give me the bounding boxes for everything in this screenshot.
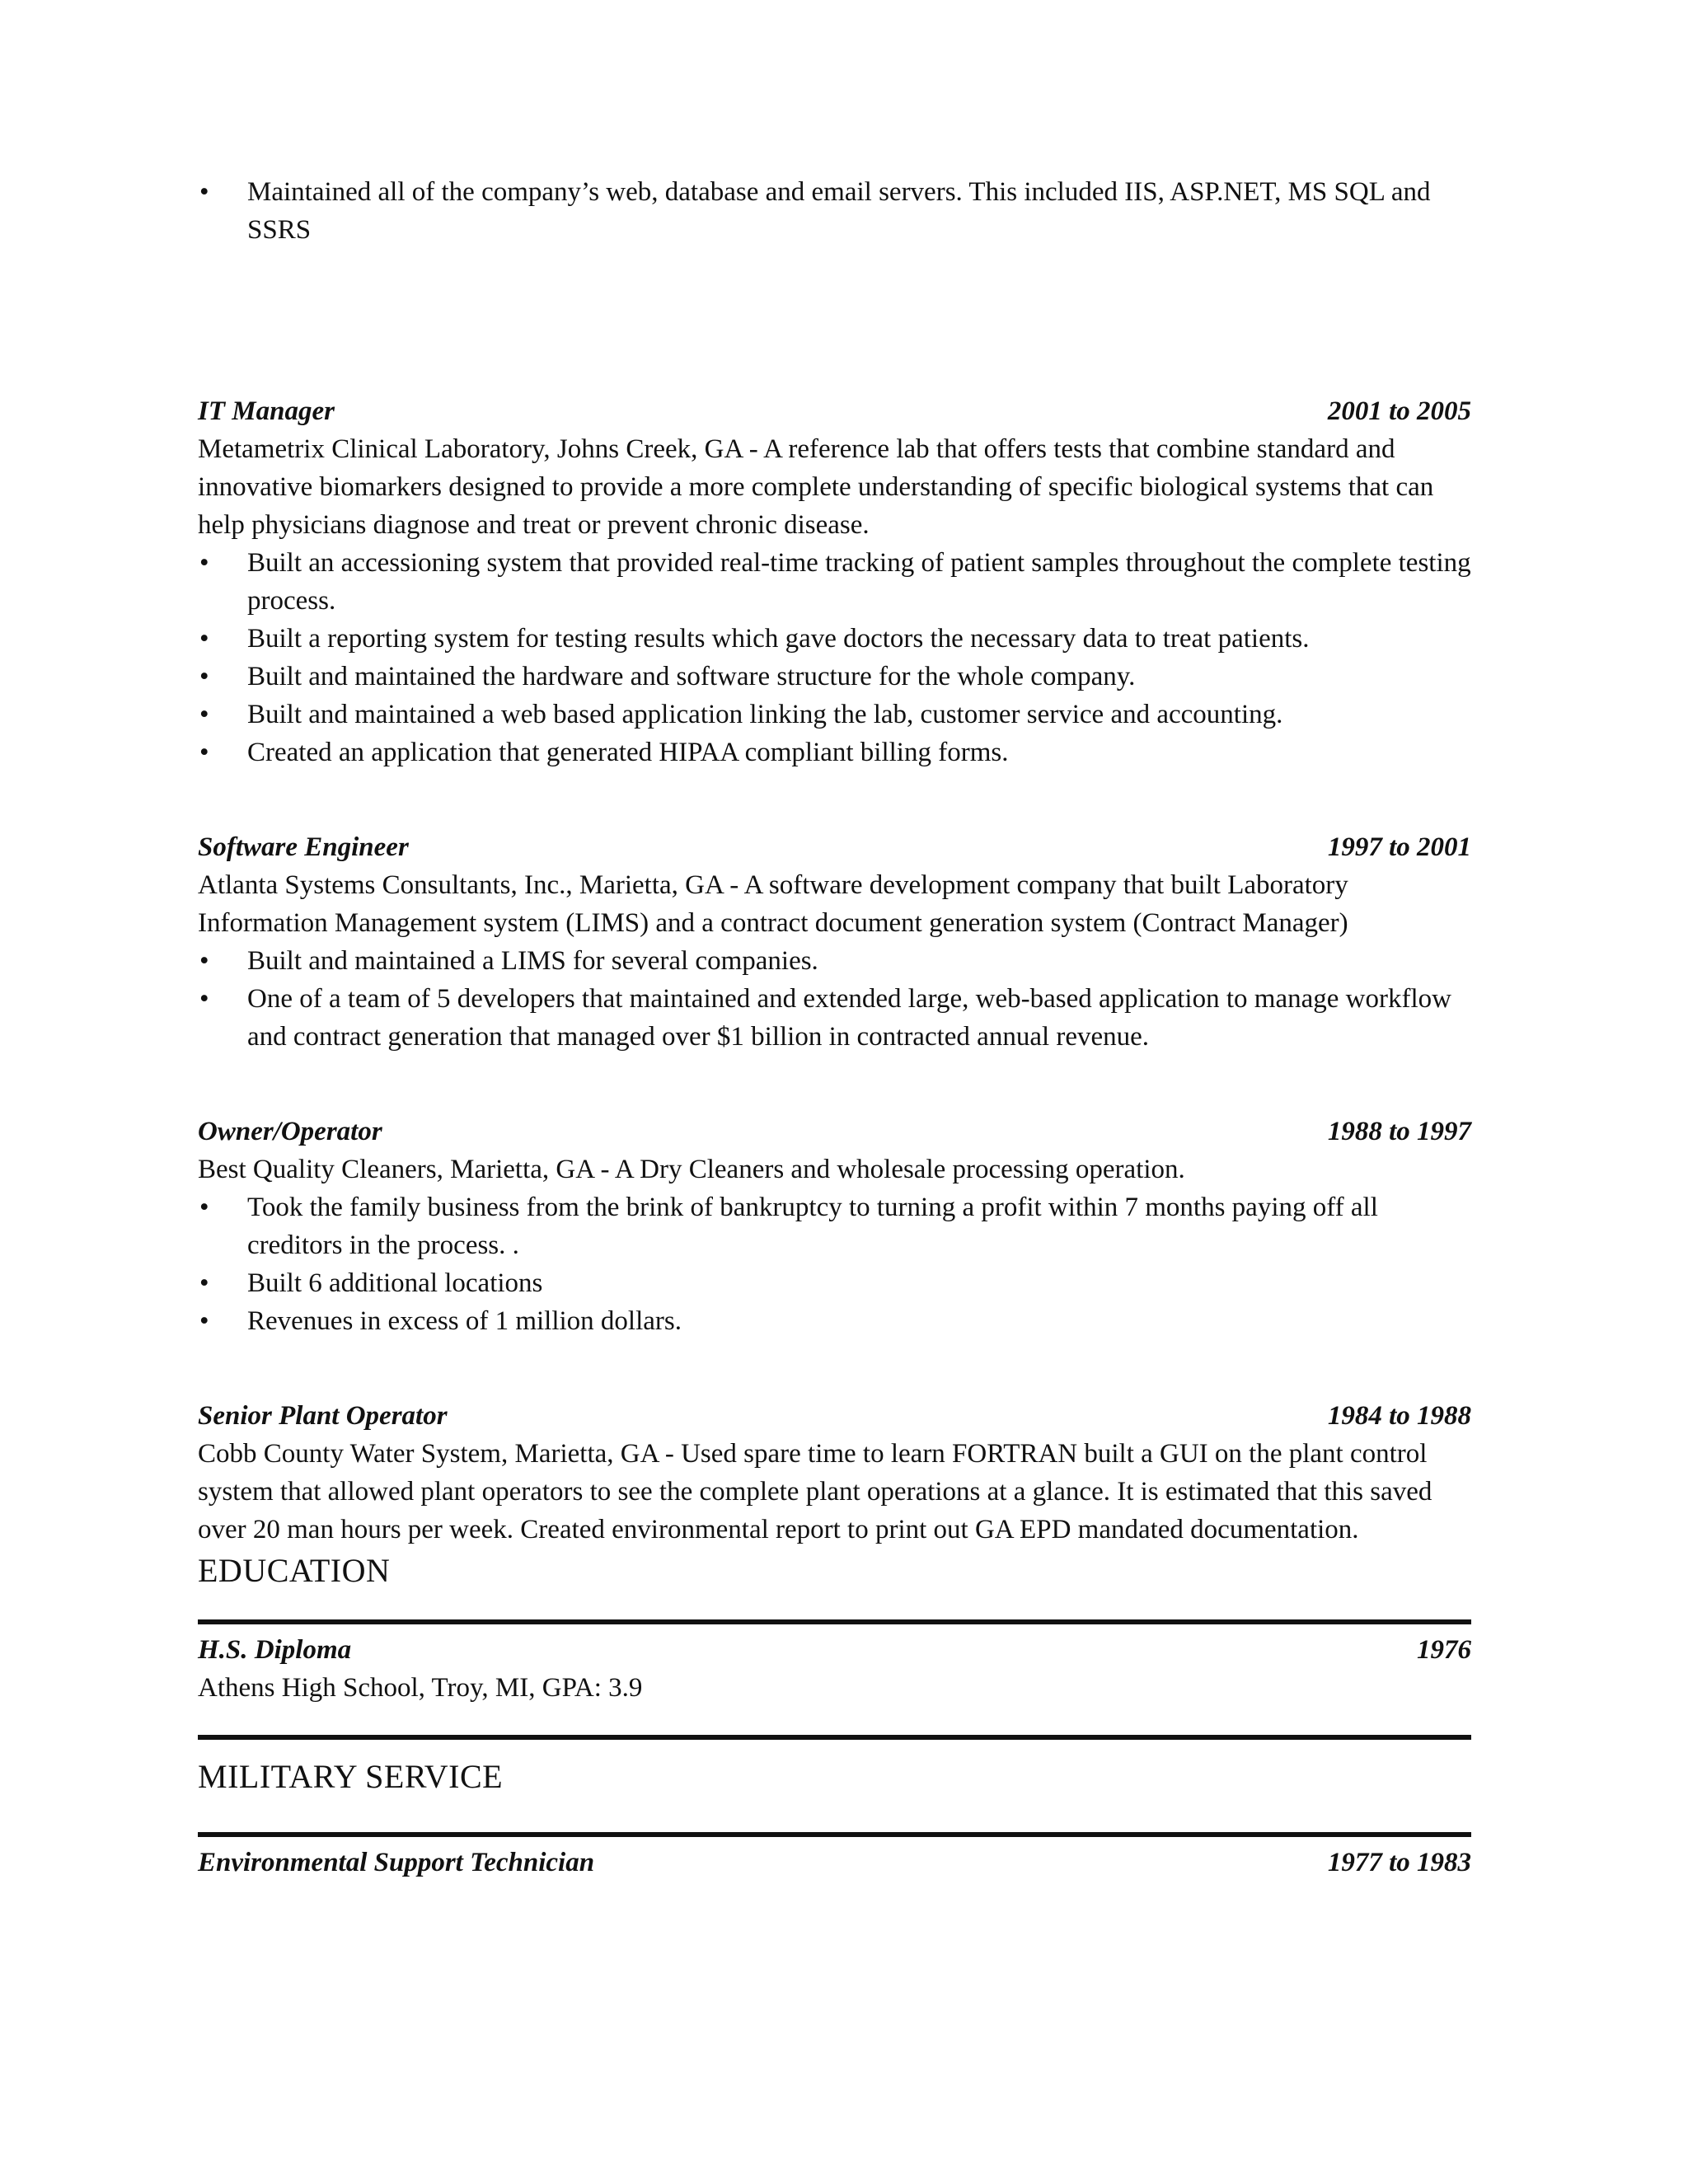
education-header — [198, 1631, 1471, 1669]
bullet-icon: • — [199, 624, 209, 654]
job-title: Owner/Operator — [198, 1117, 382, 1146]
section-heading: EDUCATION — [198, 1552, 391, 1589]
degree-year: 1976 — [1417, 1635, 1471, 1665]
bullet-text: Built 6 additional locations — [247, 1268, 543, 1298]
bullet-icon: • — [199, 177, 209, 207]
resume-page — [198, 173, 1471, 1882]
bullet-icon: • — [199, 1193, 209, 1222]
section-divider — [198, 1735, 1471, 1740]
bullet-icon: • — [199, 662, 209, 691]
job-dates: 1988 to 1997 — [1327, 1117, 1471, 1146]
bullet-text: Took the family business from the brink of bankruptcy to turning a profit within 7 months paying off all creditors in the process. . — [247, 1193, 1378, 1260]
job-bullet-list — [198, 942, 1471, 1056]
job-title: Senior Plant Operator — [198, 1401, 448, 1431]
list-item — [198, 1264, 1471, 1302]
list-item — [198, 942, 1471, 980]
bullet-icon: • — [199, 1306, 209, 1336]
job-header — [198, 1397, 1471, 1435]
bullet-icon: • — [199, 548, 209, 578]
bullet-icon: • — [199, 984, 209, 1014]
bullet-text: Created an application that generated HIPAA compliant billing forms. — [247, 738, 1009, 767]
section-divider — [198, 1832, 1471, 1837]
job-title: IT Manager — [198, 396, 335, 426]
list-item — [198, 980, 1471, 1056]
job-bullet-list — [198, 544, 1471, 771]
job-description: Best Quality Cleaners, Marietta, GA - A Dry Cleaners and wholesale processing operation. — [198, 1155, 1185, 1184]
job-bullet-list — [198, 1188, 1471, 1340]
military-title: Environmental Support Technician — [198, 1848, 595, 1877]
job-dates: 1997 to 2001 — [1327, 832, 1471, 862]
military-section — [198, 1756, 1471, 1882]
section-heading: MILITARY SERVICE — [198, 1758, 504, 1795]
bullet-text: Built and maintained a LIMS for several companies. — [247, 946, 818, 976]
job-description: Metametrix Clinical Laboratory, Johns Creek, GA - A reference lab that offers tests that combine standard and innovative biomarkers designed to provide a more complete understanding of specific biological systems that can help physicians diagnose and treat or prevent chronic disease. — [198, 434, 1434, 540]
list-item — [198, 696, 1471, 733]
job-entry-it-manager — [198, 392, 1471, 771]
top-bullet-list — [198, 173, 1471, 249]
list-item — [198, 658, 1471, 696]
job-header — [198, 828, 1471, 866]
list-item — [198, 620, 1471, 658]
bullet-icon: • — [199, 738, 209, 767]
bullet-icon: • — [199, 946, 209, 976]
job-header — [198, 392, 1471, 430]
job-description: Cobb County Water System, Marietta, GA - Used spare time to learn FORTRAN built a GUI on the plant control system that allowed plant operators to see the complete plant operations at a glance. It is estimated that this saved over 20 man hours per week. Created environmental report to print out GA EPD mandated documentation. — [198, 1439, 1432, 1544]
job-entry-senior-plant-operator — [198, 1397, 1471, 1549]
job-header — [198, 1113, 1471, 1151]
bullet-text: One of a team of 5 developers that maintained and extended large, web-based application to manage workflow and contract generation that managed over $1 billion in contracted annual revenue. — [247, 984, 1451, 1052]
bullet-text: Built an accessioning system that provided real-time tracking of patient samples throughout the complete testing process. — [247, 548, 1471, 616]
job-dates: 1984 to 1988 — [1327, 1401, 1471, 1431]
job-dates: 2001 to 2005 — [1327, 396, 1471, 426]
bullet-icon: • — [199, 1268, 209, 1298]
bullet-icon: • — [199, 700, 209, 729]
bullet-text: Revenues in excess of 1 million dollars. — [247, 1306, 682, 1336]
job-description: Atlanta Systems Consultants, Inc., Marietta, GA - A software development company that built Laboratory Information Management system (LIMS) and a contract document generation system (Contract Manager) — [198, 870, 1348, 938]
school-info: Athens High School, Troy, MI, GPA: 3.9 — [198, 1673, 643, 1703]
bullet-text: Built and maintained the hardware and software structure for the whole company. — [247, 662, 1136, 691]
list-item — [198, 1302, 1471, 1340]
list-item — [198, 173, 1471, 249]
bullet-text: Built a reporting system for testing results which gave doctors the necessary data to treat patients. — [247, 624, 1310, 654]
section-divider — [198, 1619, 1471, 1624]
military-dates: 1977 to 1983 — [1327, 1848, 1471, 1877]
job-entry-owner-operator — [198, 1113, 1471, 1340]
degree-title: H.S. Diploma — [198, 1635, 352, 1665]
job-entry-software-engineer — [198, 828, 1471, 1056]
education-section — [198, 1550, 1471, 1740]
list-item — [198, 1188, 1471, 1264]
list-item — [198, 544, 1471, 620]
list-item — [198, 733, 1471, 771]
job-title: Software Engineer — [198, 832, 409, 862]
bullet-text: Maintained all of the company’s web, database and email servers. This included IIS, ASP.NET, MS SQL and SSRS — [247, 177, 1431, 245]
bullet-text: Built and maintained a web based application linking the lab, customer service and accounting. — [247, 700, 1283, 729]
military-header — [198, 1844, 1471, 1882]
